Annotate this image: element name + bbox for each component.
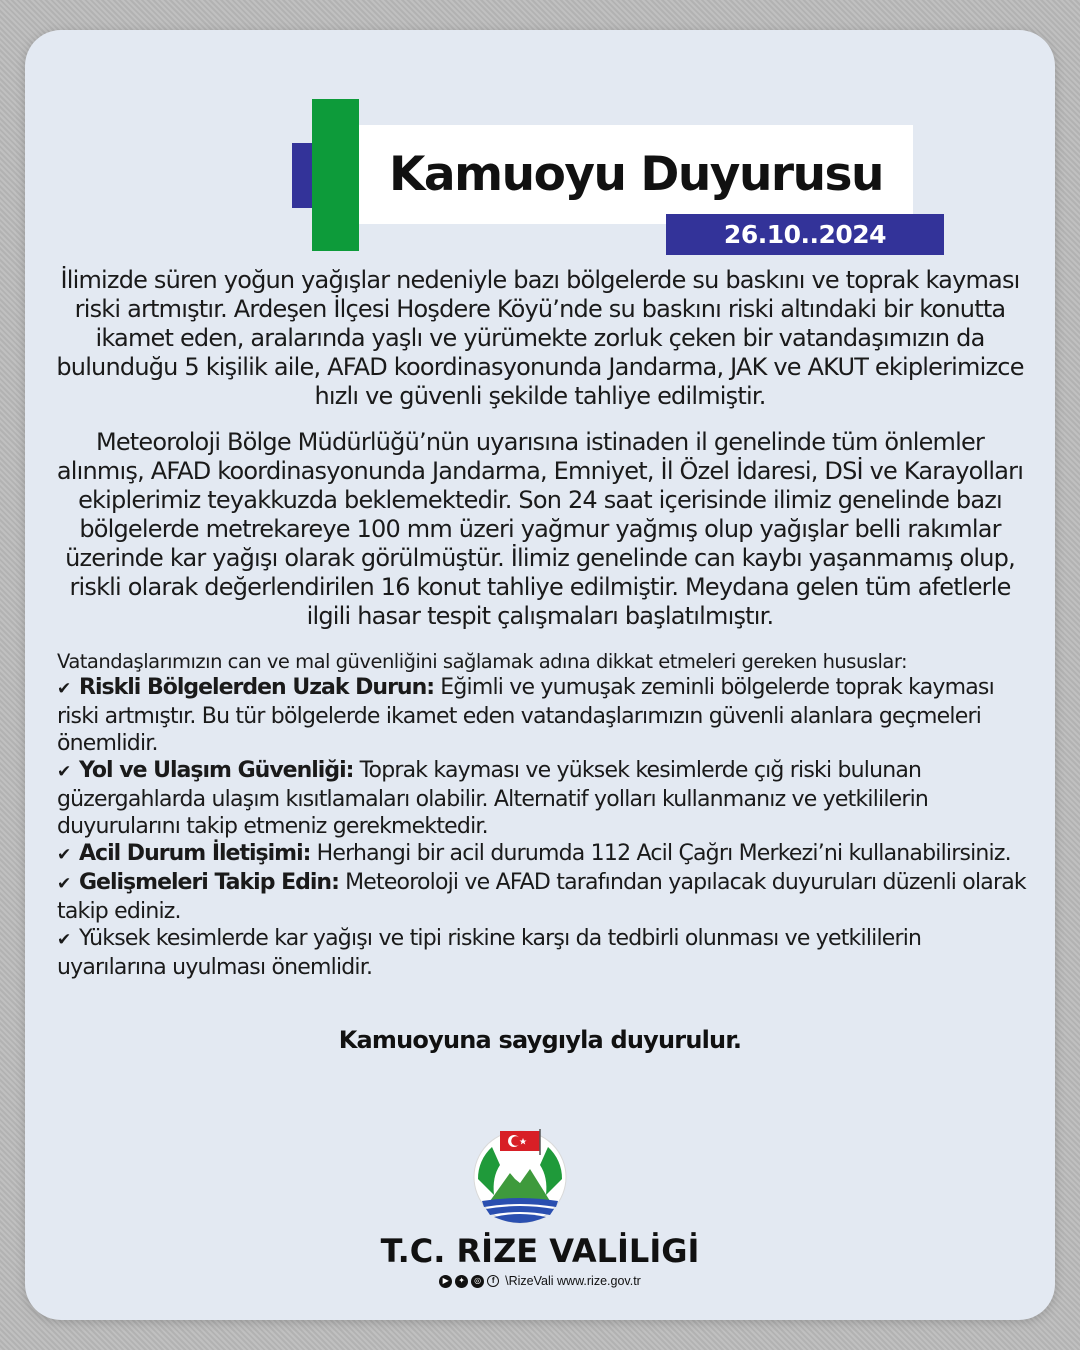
check-icon: ✔ bbox=[57, 679, 71, 699]
list-item-text: Meteoroloji ve AFAD tarafından yapılacak duyuruları düzenli olarak takip ediniz. bbox=[57, 870, 1026, 924]
list-item bbox=[57, 757, 1027, 840]
list-item-title: Acil Durum İletişimi: bbox=[79, 841, 311, 866]
rize-valiligi-logo-icon bbox=[470, 1125, 570, 1225]
list-item bbox=[57, 869, 1027, 925]
list-item-title: Riskli Bölgelerden Uzak Durun: bbox=[79, 675, 435, 700]
check-icon: ✔ bbox=[57, 930, 71, 950]
check-icon: ✔ bbox=[57, 845, 71, 865]
date-text: 26.10..2024 bbox=[723, 220, 887, 249]
closing-statement: Kamuoyuna saygıyla duyurulur. bbox=[338, 1026, 742, 1054]
list-item-text: Herhangi bir acil durumda 112 Acil Çağrı Merkezi’ni kullanabilirsiniz. bbox=[310, 841, 1011, 866]
list-item-title: Yol ve Ulaşım Güvenliği: bbox=[79, 758, 354, 783]
list-item-title: Gelişmeleri Takip Edin: bbox=[79, 870, 339, 895]
social-handle[interactable]: \RizeVali www.rize.gov.tr bbox=[505, 1274, 641, 1288]
check-icon: ✔ bbox=[57, 874, 71, 894]
youtube-icon[interactable]: ▶ bbox=[439, 1275, 452, 1288]
list-intro: Vatandaşlarımızın can ve mal güvenliğini sağlamak adına dikkat etmeleri gereken hususlar: bbox=[57, 650, 908, 673]
social-links bbox=[0, 1274, 1080, 1288]
date-badge bbox=[666, 214, 944, 255]
precautions-list bbox=[57, 649, 1027, 981]
instagram-icon[interactable]: ◎ bbox=[471, 1275, 484, 1288]
organization-name: T.C. RİZE VALİLİGİ bbox=[380, 1232, 700, 1270]
facebook-icon[interactable]: f bbox=[487, 1275, 499, 1287]
list-item bbox=[57, 840, 1027, 869]
list-item-text: Eğimli ve yumuşak zeminli bölgelerde toprak kayması riski artmıştır. Bu tür bölgelerde ikamet eden vatandaşlarımızın güvenli alanlara geçmeleri önemlidir. bbox=[57, 675, 994, 756]
paragraph-meteorology: Meteoroloji Bölge Müdürlüğü’nün uyarısına istinaden il genelinde tüm önlemler alınmış, AFAD koordinasyonunda Jandarma, Emniyet, İl Özel İdaresi, DSİ ve Karayolları ekiplerimiz teyakkuzda beklemektedir. Son 24 saat içerisinde ilimiz genelinde bazı bölgelerde metrekareye 100 mm üzeri yağmur yağmış olup yağışlar belli rakımlar üzerinde kar yağışı olarak görülmüştür. İlimiz genelinde can kaybı yaşanmamış olup, riskli olarak değerlendirilen 16 konut tahliye edilmiştir. Meydana gelen tüm afetlerle ilgili hasar tespit çalışmaları başlatılmıştır. bbox=[56, 428, 1024, 630]
paragraph-evacuation: İlimizde süren yoğun yağışlar nedeniyle bazı bölgelerde su baskını ve toprak kayması riski artmıştır. Ardeşen İlçesi Hoşdere Köyü’nde su baskını riski altındaki bir konutta ikamet eden, aralarında yaşlı ve yürümekte zorluk çeken bir vatandaşımızın da bulunduğu 5 kişilik aile, AFAD koordinasyonunda Jandarma, JAK ve AKUT ekiplerimizce hızlı ve güvenli şekilde tahliye edilmiştir. bbox=[56, 266, 1024, 410]
check-icon: ✔ bbox=[57, 762, 71, 782]
page-title: Kamuoyu Duyurusu bbox=[389, 147, 883, 202]
title-box bbox=[359, 125, 913, 224]
twitter-icon[interactable]: ✦ bbox=[455, 1275, 468, 1288]
list-item-text: Toprak kayması ve yüksek kesimlerde çığ riski bulunan güzergahlarda ulaşım kısıtlamaları olabilir. Alternatif yolları kullanmanız ve yetkililerin duyurularını takip etmeniz gerekmektedir. bbox=[57, 758, 929, 839]
header-green-accent bbox=[312, 99, 359, 251]
list-item-text: Yüksek kesimlerde kar yağışı ve tipi riskine karşı da tedbirli olunması ve yetkililerin uyarılarına uyulması önemlidir. bbox=[57, 926, 922, 980]
list-item bbox=[57, 674, 1027, 757]
list-item bbox=[57, 925, 1027, 981]
